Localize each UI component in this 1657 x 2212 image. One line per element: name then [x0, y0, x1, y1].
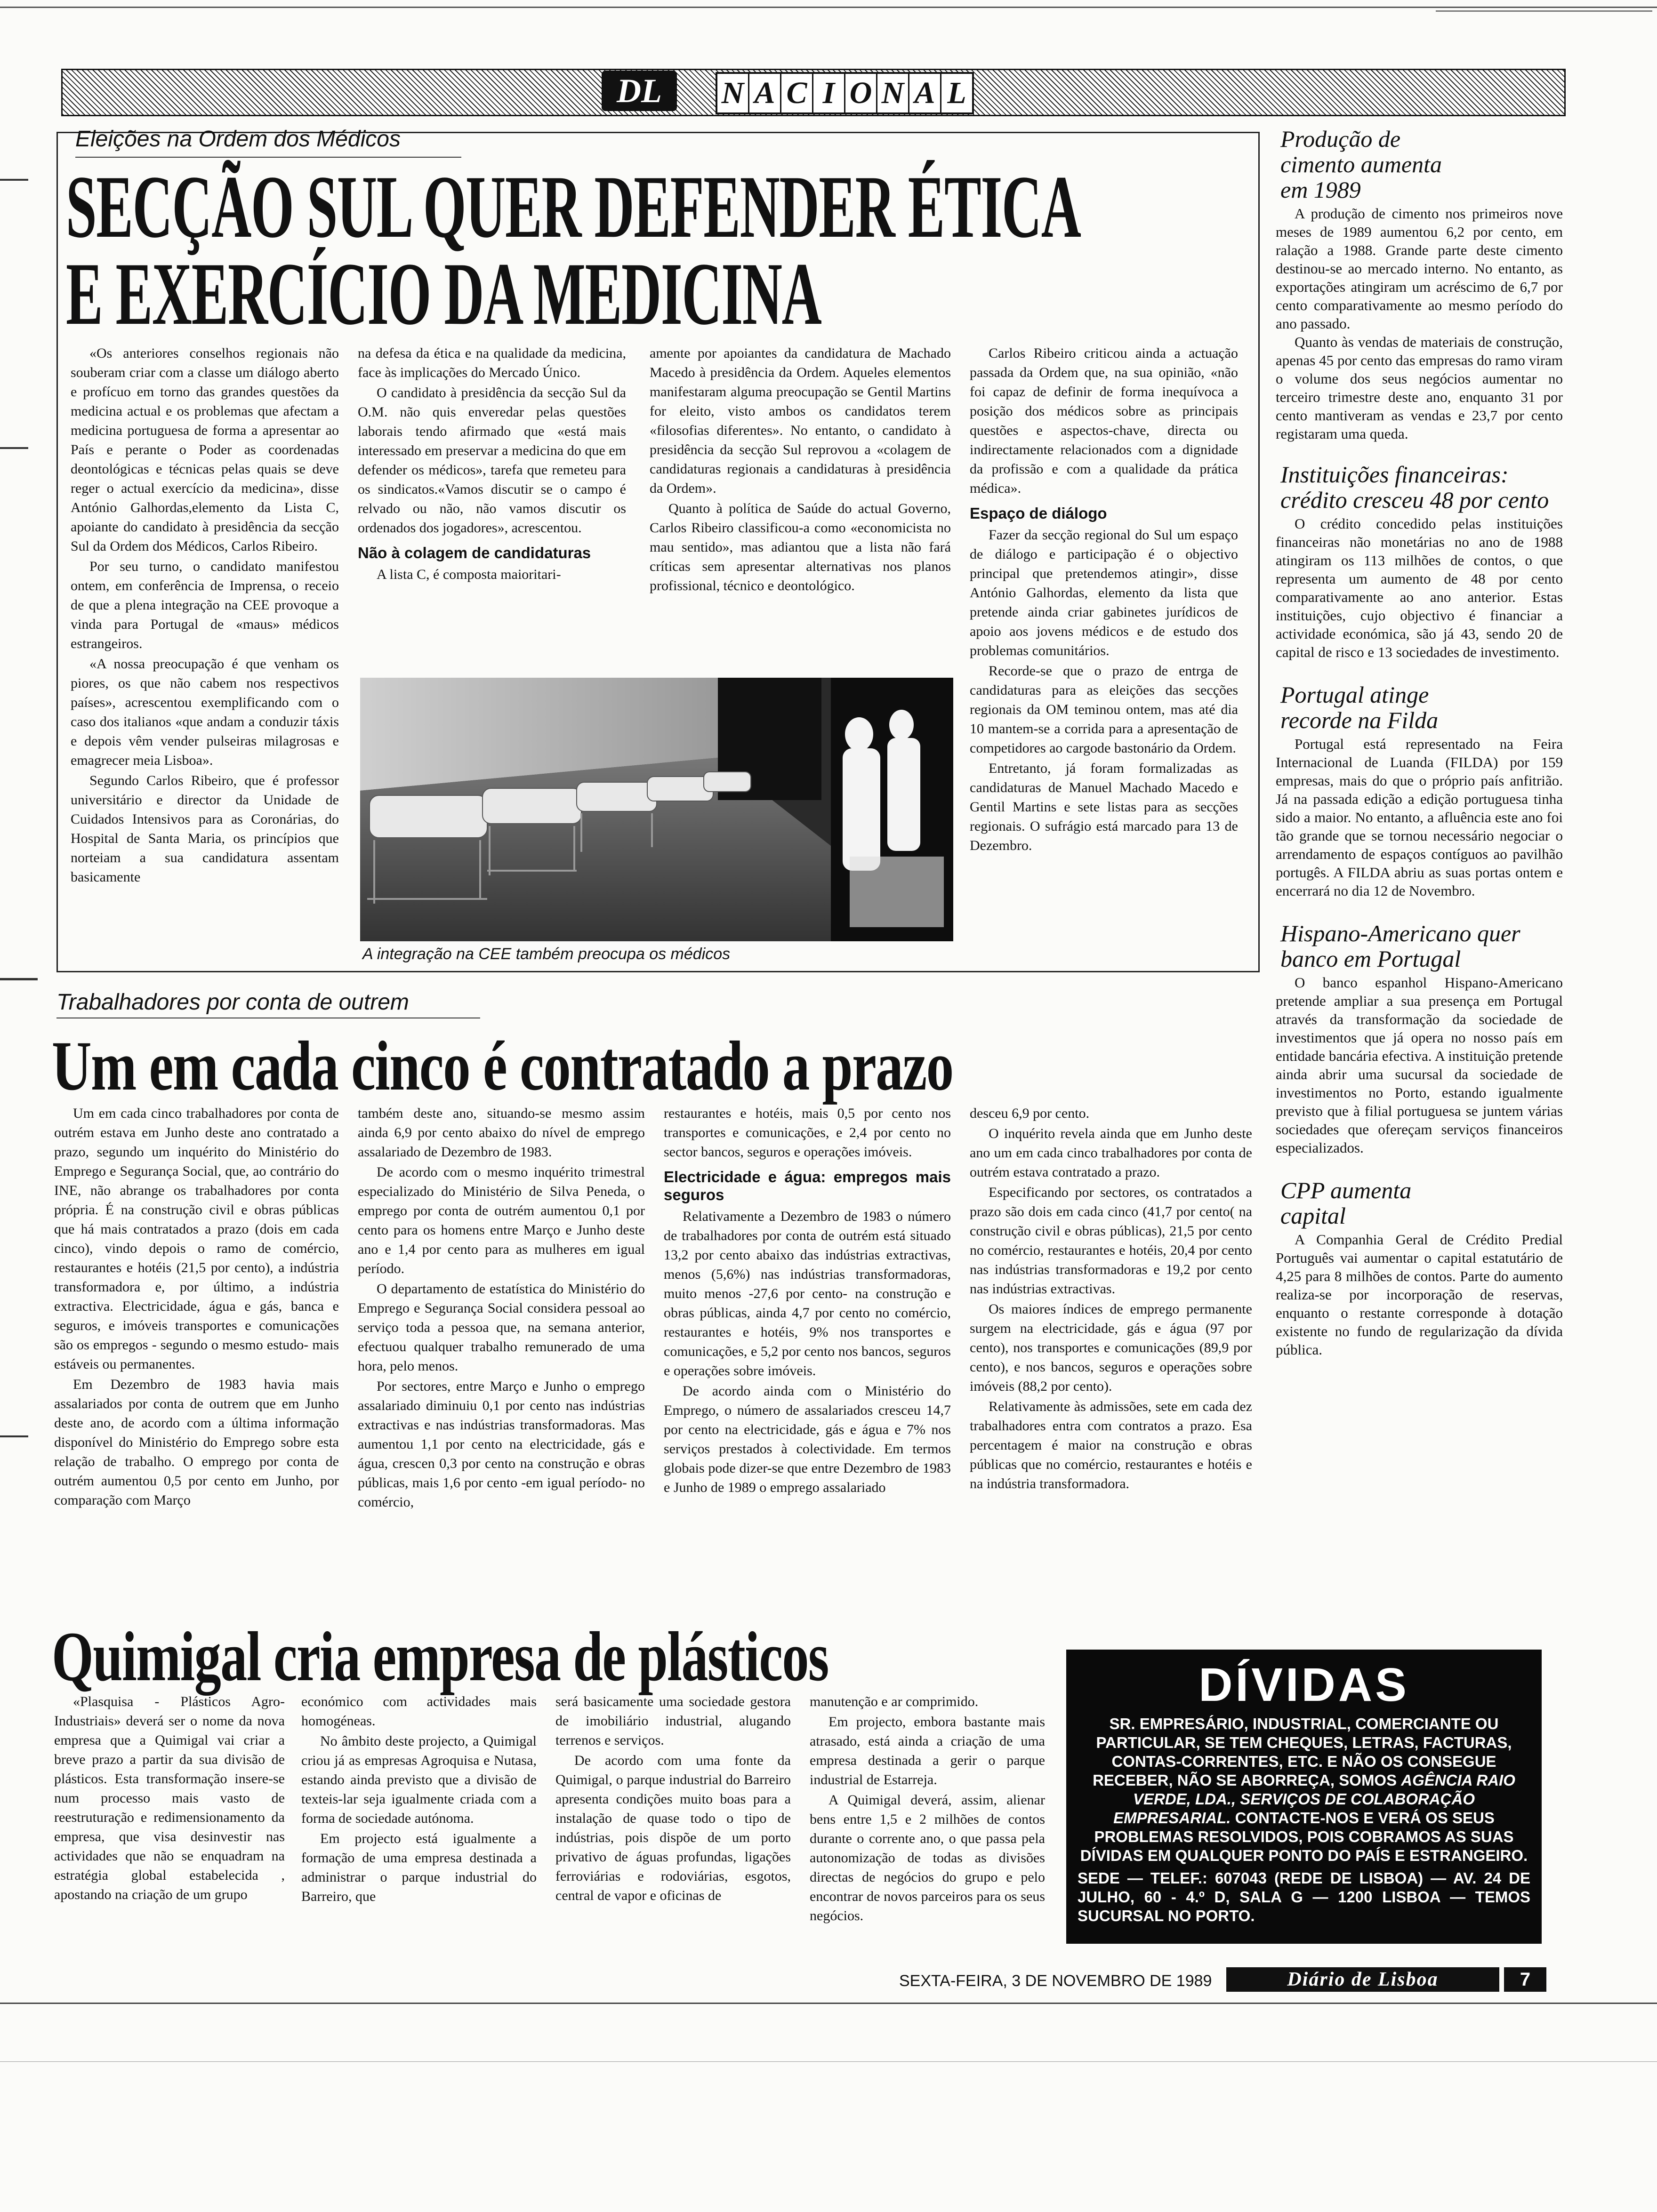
- paragraph: desceu 6,9 por cento.: [970, 1106, 1090, 1121]
- article2-headline: Um em cada cinco é contratado a prazo: [52, 1027, 953, 1105]
- footer-rule-faint: [0, 2061, 1657, 2062]
- footer-masthead: [1226, 1967, 1499, 1992]
- section-letter: N: [717, 74, 749, 112]
- article2-column-1: [54, 1104, 339, 1511]
- paragraph: Por seu turno, o candidato manifestou ontem, em conferência de Imprensa, o receio de que a plena integração na CEE provoque a vinda para Portugal de «maus» médicos estrangeiros.: [71, 559, 339, 651]
- debt-collection-ad: [1066, 1650, 1542, 1944]
- sidebar-body: [1276, 204, 1563, 443]
- paragraph: O candidato à presidência da secção Sul da O.M. não quis enveredar pelas questões laborais tendo afirmado que «está mais interessado em preservar a medicina do que em defender os médicos», tarefa que remeteu para os sindicatos.«Vamos discutir se o campo é relvado ou não, não vamos discutir os ordenados dos jogadores», acrescentou.: [358, 385, 626, 536]
- binder-mark: [0, 179, 28, 181]
- subhead: Não à colagem de candidaturas: [358, 544, 591, 561]
- paragraph: Entretanto, já foram formalizadas as candidaturas de Manuel Machado Macedo e Gentil Martins e sete listas para as secções regionais. O sufrágio está marcado para 13 de Dezembro.: [970, 761, 1238, 853]
- paragraph: O banco espanhol Hispano-Americano pretende ampliar a sua presença em Portugal através da transformação da sociedade de investimentos que já opera no nosso país em entidade bancária efectiva. A instituição pretende ainda abrir uma sucursal da sociedade de investimentos no Porto, estando igualmente previsto que à filial portuguesa se juntem várias sociedades que ofereçam serviços financeiros especializados.: [1276, 974, 1563, 1156]
- paragraph: «A nossa preocupação é que venham os piores, os que não cabem nos respectivos países», acrescentou exemplificando com o caso dos italianos «que andam a conduzir táxis e depois vêm vender pulseiras milagrosas e emagrecer meia Lisboa».: [71, 656, 339, 768]
- paragraph: também deste ano, situando-se mesmo assim ainda 6,9 por cento abaixo do nível de emprego assalariado de Dezembro de 1983.: [358, 1106, 645, 1160]
- photo-caption: A integração na CEE também preocupa os médicos: [362, 945, 731, 963]
- paragraph: A Companhia Geral de Crédito Predial Português vai aumentar o capital estatutário de 4,25 para 8 milhões de contos. Parte do aumento realiza-se por incorporação de reservas, enquanto o restante corresponde à dotação existente no fundo de regularização da dívida pública.: [1276, 1231, 1563, 1358]
- ad-contact: SEDE — TELEF.: 607043 (REDE DE LISBOA) — AV. 24 DE JULHO, 60 - 4.º D, SALA G — 1200 LISBOA — TEMOS SUCURSAL NO PORTO.: [1078, 1869, 1530, 1924]
- paragraph: Segundo Carlos Ribeiro, que é professor universitário e director da Unidade de Cuidados Intensivos para as Coronárias, do Hospital de Santa Maria, os princípios que norteiam a sua candidatura assentam basicamente: [71, 773, 339, 885]
- paragraph: Recorde-se que o prazo de entrga de candidaturas para as eleições das secções regionais da OM teminou ontem, mas até dia 10 mantem-se a corrida para a apresentação de competidores ao cargode bastonário da Ordem.: [970, 663, 1238, 756]
- top-rule: [0, 7, 1657, 8]
- section-name: [716, 72, 974, 114]
- paragraph: «Os anteriores conselhos regionais não souberam criar com a classe um diálogo aberto e profícuo em torno das grandes questões da medicina actual e os problemas que afectam a medicina portuguesa de forma a apresentar ao País e perante o Poder as coordenadas deontológicas e técnicas pelas quais se deve reger o actual exercício da medicina», disse António Galhordas,elemento da Lista C, apoiante do candidato à presidência da secção Sul da Ordem dos Médicos, Carlos Ribeiro.: [71, 345, 339, 554]
- paragraph: No âmbito deste projecto, a Quimigal criou já as empresas Agroquisa e Nutasa, estando ainda previsto que a divisão de texteis-lar seja igualmente criada com a forma de sociedade autónoma.: [301, 1733, 537, 1826]
- page-number: 7: [1520, 1969, 1531, 1990]
- paragraph: De acordo com uma fonte da Quimigal, o parque industrial do Barreiro apresenta condições muito boas para a instalação de quase todo o tipo de indústrias, pois dispõe de um porto privativo de águas profundas, ligações ferroviárias e rodoviárias, esgotos, central de vapor e oficinas de: [555, 1753, 791, 1903]
- masthead-text: Diário de Lisboa: [1287, 1969, 1439, 1990]
- article1-column-3: [650, 344, 951, 596]
- paragraph: «Plasquisa - Plásticos Agro-Industriais» deverá ser o nome da nova empresa que a Quimigal vai criar a breve prazo a partir da sua divisão de plásticos. Esta transformação insere-se num processo mais vasto de reestruturação e redimensionamento da empresa, que visa desinvestir nas actividades que não se enquadram na estratégia global estabelecida , apostando na criação de um grupo: [54, 1694, 285, 1902]
- sidebar-body: [1276, 1230, 1563, 1359]
- paragraph: Fazer da secção regional do Sul um espaço de diálogo e participação é o objectivo principal que pretendemos atingir», disse António Galhordas, elemento da lista que pretende ainda criar gabinetes jurídicos de apoio aos jovens médicos e de estudo dos problemas comunitários.: [970, 527, 1238, 658]
- article3-column-4: [810, 1692, 1045, 1926]
- binder-mark: [0, 447, 28, 449]
- article3-column-3: [555, 1692, 791, 1906]
- article1-kicker: Eleições na Ordem dos Médicos: [75, 127, 401, 152]
- paragraph: restaurantes e hotéis, mais 0,5 por cento nos transportes e comunicações, e 2,4 por cento no sector bancos, seguros e operações imóveis.: [664, 1106, 951, 1160]
- paragraph: De acordo com o mesmo inquérito trimestral especializado do Ministério de Silva Peneda, o emprego por conta de outrém aumentou 0,1 por cento para os homens entre Março e Junho deste ano e 1,4 por cento para as mulheres em igual período.: [358, 1164, 645, 1276]
- section-letter: A: [909, 74, 941, 112]
- ad-agency: AGÊNCIA RAIO VERDE, LDA., SERVIÇOS DE COLABORAÇÃO EMPRESARIAL.: [1113, 1771, 1515, 1827]
- article2-column-4: [970, 1104, 1252, 1494]
- article3-column-1: [54, 1692, 285, 1905]
- paragraph: Relativamente às admissões, sete em cada dez trabalhadores entra com contratos a prazo. Esa percentagem é maior na construção e obras públicas que no comércio, restaurantes e hotéis e na indústria transformadora.: [970, 1399, 1252, 1491]
- paragraph: Especificando por sectores, os contratados a prazo são dois em cada cinco (41,7 por cento( na construção civil e obras públicas), 21,5 por cento no comércio, restaurantes e hotéis, 20,4 por cento nas indústrias transformadoras e 19,2 por cento nas indústrias extractivas.: [970, 1185, 1252, 1297]
- sidebar-headline: Hispano-Americano quer banco em Portugal: [1280, 920, 1520, 972]
- section-letter: I: [813, 74, 845, 112]
- article1-column-1: [71, 344, 339, 888]
- footer-rule: [0, 2003, 1657, 2004]
- sidebar-headline: CPP aumenta capital: [1280, 1177, 1412, 1229]
- paragraph: Um em cada cinco trabalhadores por conta de outrém estava em Junho deste ano contratado a prazo, segundo um inquérito do Ministério do Emprego e Segurança Social, que, ao contrário do INE, não abrange os trabalhadores por conta própria. É na construção civil e obras públicas que há mais contratados a prazo (dois em cada cinco), vindo depois o ramo de comércio, restaurantes e hotéis (21,5 por cento), a indústria transformadora e, por último, a indústria extractiva. Electricidade, água e gás, banca e seguros, e imóveis transportes e comunicações são os empregos - segundo o mesmo estudo- mais estáveis ou permanentes.: [54, 1106, 339, 1372]
- article2-column-2: [358, 1104, 645, 1513]
- ad-body: SR. EMPRESÁRIO, INDUSTRIAL, COMERCIANTE OU PARTICULAR, SE TEM CHEQUES, LETRAS, FACTURAS, CONTAS-CORRENTES, ETC. E NÃO OS CONSEGUE RECEBER, NÃO SE ABORREÇA, SOMOS: [1093, 1715, 1512, 1789]
- section-logo: [602, 71, 677, 111]
- paragraph: De acordo ainda com o Ministério do Emprego, o número de assalariados cresceu 14,7 por cento na electricidade, gás e água e 7% nos serviços prestados à colectividade. Em termos globais pode dizer-se que entre Dezembro de 1983 e Junho de 1989 o emprego assalariado: [664, 1383, 951, 1495]
- section-letter: C: [781, 74, 813, 112]
- article2-column-3: [664, 1104, 951, 1498]
- article1-headline-line1: SECÇÃO SUL QUER DEFENDER ÉTICA: [66, 158, 1081, 256]
- footer-page-number: [1504, 1967, 1546, 1992]
- paragraph: na defesa da ética e na qualidade da medicina, face às implicações do Mercado Único.: [358, 345, 626, 380]
- article1-headline-line2: E EXERCÍCIO DA MEDICINA: [66, 245, 821, 344]
- paragraph: Por sectores, entre Março e Junho o emprego assalariado diminuiu 0,1 por cento nas indústrias extractivas e nas indústrias transformadoras. Mas aumentou 1,1 por cento na electricidade, gás e água, crescen 0,3 por cento na construção e obras públicas, mais 1,6 por cento -em igual período- no comércio,: [358, 1378, 645, 1510]
- paragraph: manutenção e ar comprimido.: [810, 1694, 979, 1709]
- paragraph: Relativamente a Dezembro de 1983 o número de trabalhadores por conta de outrém está situado 13,2 por cento abaixo das indústrias extractivas, menos (5,6%) nas indústrias transformadoras, muito menos -27,6 por cento- na construção e obras públicas, ainda 4,7 por cento no comércio, restaurantes e hotéis, 9% nos transportes e comunicações, e 5,2 por cento nos bancos, seguros e operações sobre imóveis.: [664, 1209, 951, 1378]
- paragraph: O crédito concedido pelas instituições financeiras não monetárias no ano de 1988 atingiram os 113 milhões de contos, o que representa um aumento de 48 por cento comparativamente ao ano anterior. Estas instituições, cujo objectivo é financiar a actividade económica, são já 43, sendo 20 de capital de risco e 13 sociedades de investimento.: [1276, 515, 1563, 660]
- logo-letters: DL: [617, 72, 662, 110]
- section-letter: N: [877, 74, 909, 112]
- ad-body-2: CONTACTE-NOS E VERÁ OS SEUS PROBLEMAS RESOLVIDOS, POIS COBRAMOS AS SUAS DÍVIDAS EM QUALQUER PONTO DO PAÍS E ESTRANGEIRO.: [1080, 1809, 1528, 1864]
- binder-mark: [0, 978, 38, 980]
- paragraph: O inquérito revela ainda que em Junho deste ano um em cada cinco trabalhadores por conta de outrém estava contratado a prazo.: [970, 1126, 1252, 1180]
- sidebar-body: [1276, 514, 1563, 661]
- sidebar-headline: Instituições financeiras: crédito cresceu 48 por cento: [1280, 461, 1549, 513]
- paragraph: A lista C, é composta maioritari-: [377, 567, 561, 582]
- ad-title: DÍVIDAS: [1199, 1659, 1409, 1711]
- paragraph: será basicamente uma sociedade gestora de imobiliário industrial, alugando terrenos e serviços.: [555, 1694, 791, 1748]
- paragraph: Os maiores índices de emprego permanente surgem na electricidade, gás e água (97 por cento), nos transportes e comunicações (89,9 por cento), e nos bancos, seguros e operações sobre imóveis (88,2 por cento).: [970, 1301, 1252, 1394]
- sidebar-body: [1276, 735, 1563, 900]
- sidebar-headline: Produção de cimento aumenta em 1989: [1280, 126, 1442, 203]
- paragraph: Em Dezembro de 1983 havia mais assalariados por conta de outrem que em Junho deste ano, de acordo com a última informação disponível do Ministério do Emprego sobre esta relação de trabalho. O emprego por conta de outrém aumentou 0,5 por cento em Junho, por comparação com Março: [54, 1377, 339, 1508]
- binder-mark: [0, 1435, 28, 1437]
- article1-column-2: [358, 344, 626, 585]
- paragraph: O departamento de estatística do Ministério do Emprego e Segurança Social considera pessoal ao serviço toda a pessoa que, na semana anterior, efectuou qualquer trabalho remunerado de uma hora, pelo menos.: [358, 1281, 645, 1374]
- paragraph: Carlos Ribeiro criticou ainda a actuação passada da Ordem que, na sua opinião, «não foi capaz de definir de forma inequívoca a posição dos médicos sobre as principais questões e aspectos-chave, directa ou indirectamente relacionados com a dignidade da profissão e com a qualidade da prática médica».: [970, 345, 1238, 496]
- footer-date: SEXTA-FEIRA, 3 DE NOVEMBRO DE 1989: [899, 1972, 1212, 1990]
- paragraph: Em projecto está igualmente a formação de uma empresa destinada a administrar o parque industrial do Barreiro, que: [301, 1831, 537, 1904]
- sidebar: [1276, 126, 1563, 1359]
- paragraph: Quanto às vendas de materiais de construção, apenas 45 por cento das empresas do ramo viram o volume dos seus negócios aumentar no terceiro trimestre deste ano, enquanto 31 por cento mantiveram as vendas e 23,7 por cento registaram uma queda.: [1276, 334, 1563, 442]
- sidebar-headline: Portugal atinge recorde na Filda: [1280, 681, 1439, 733]
- article3-headline: Quimigal cria empresa de plásticos: [52, 1618, 828, 1696]
- section-letter: L: [947, 76, 966, 110]
- section-letter: O: [845, 74, 877, 112]
- subhead: Espaço de diálogo: [970, 505, 1107, 522]
- section-letter: A: [749, 74, 781, 112]
- article3-column-2: [301, 1692, 537, 1907]
- paragraph: A Quimigal deverá, assim, alienar bens entre 1,5 e 2 milhões de contos durante o corrente ano, o que passa pela autonomização de todas as divisões directas de negócios do grupo e pelo encontrar de novos parceiros para os seus negócios.: [810, 1792, 1045, 1923]
- hospital-photo: [360, 678, 953, 941]
- paragraph: Em projecto, embora bastante mais atrasado, está ainda a criação de uma empresa destinada a gerir o parque industrial de Estarreja.: [810, 1714, 1045, 1787]
- top-rule-2: [1436, 10, 1652, 12]
- paragraph: amente por apoiantes da candidatura de Machado Macedo à presidência da Ordem. Aqueles elementos manifestaram alguma preocupação se Gentil Martins for eleito, visto ambos os candidatos terem «filosofias diferentes». No entanto, o candidato à presidência da secção Sul reprovou a «colagem de candidaturas regionais a candidaturas à presidência da Ordem».: [650, 345, 951, 496]
- paragraph: Quanto à política de Saúde do actual Governo, Carlos Ribeiro classificou-a como «economicista no mau sentido», mas adiantou que a lista não fará críticas sem apresentar alternativas nos planos profissional, técnico e deontológico.: [650, 501, 951, 593]
- paragraph: A produção de cimento nos primeiros nove meses de 1989 aumentou 6,2 por cento, em ralação a 1988. Grande parte deste cimento destinou-se ao mercado interno. No entanto, as exportações atingiram um acréscimo de 6,7 por cento comparativamente ao mesmo período do ano passado.: [1276, 205, 1563, 332]
- article2-kicker: Trabalhadores por conta de outrem: [56, 990, 409, 1015]
- hospital-corridor-image: [360, 678, 953, 941]
- paragraph: Portugal está representado na Feira Internacional de Luanda (FILDA) por 159 empresas, mais do que o próprio país anfitrião. Já na passada edição a edição portuguesa tinha sido a maior. No entanto, a afluência este ano foi tão grande que se tornou necessário negociar o arrendamento de espaços contíguos ao pavilhão portugês. A FILDA abriu as suas portas ontem e encerrará no dia 12 de Novembro.: [1276, 736, 1563, 899]
- subhead: Electricidade e água: empregos mais seguros: [664, 1168, 951, 1203]
- sidebar-body: [1276, 973, 1563, 1157]
- article1-column-4: [970, 344, 1238, 856]
- paragraph: económico com actividades mais homogéneas.: [301, 1694, 537, 1729]
